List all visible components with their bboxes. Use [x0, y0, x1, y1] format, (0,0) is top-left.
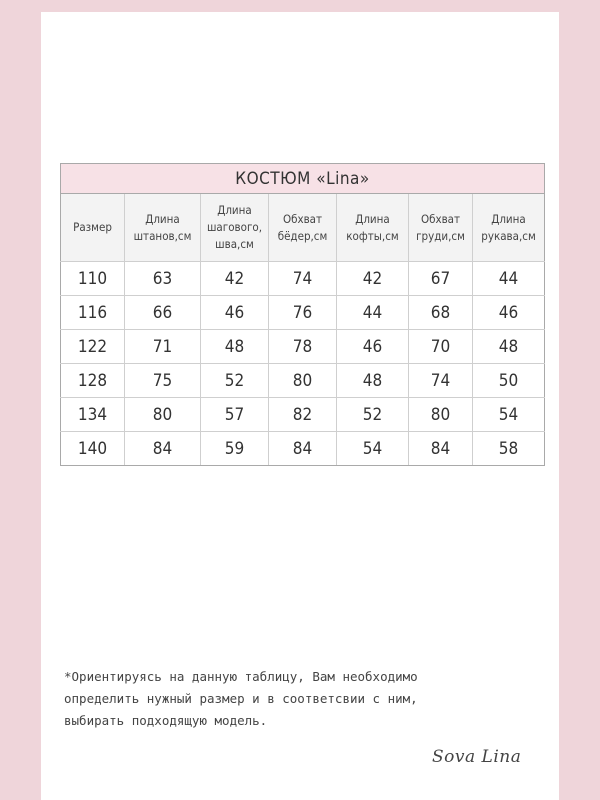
measure-cell: 75	[125, 364, 201, 398]
size-cell: 110	[61, 262, 125, 296]
measure-cell: 58	[473, 432, 545, 466]
header-line: шагового,	[206, 220, 263, 234]
measure-cell: 70	[409, 330, 473, 364]
header-line: бёдер,см	[277, 228, 328, 243]
measure-cell: 66	[125, 296, 201, 330]
table-row	[61, 262, 545, 296]
measure-cell: 48	[337, 364, 409, 398]
header-line: шва,см	[215, 237, 254, 251]
header-line: штанов,см	[133, 228, 192, 243]
table-title: КОСТЮМ «Lina»	[61, 164, 545, 194]
measure-cell: 68	[409, 296, 473, 330]
header-size	[61, 194, 125, 262]
measure-cell: 54	[473, 398, 545, 432]
measure-cell: 44	[337, 296, 409, 330]
header-line: Размер	[73, 220, 112, 234]
brand-logo: Sova Lina	[432, 747, 522, 767]
size-chart-table	[60, 163, 545, 466]
measure-cell: 74	[269, 262, 337, 296]
size-cell: 128	[61, 364, 125, 398]
table-row	[61, 432, 545, 466]
size-note	[64, 666, 534, 732]
table-title-row	[61, 164, 545, 194]
measure-cell: 44	[473, 262, 545, 296]
measure-cell: 67	[409, 262, 473, 296]
measure-cell: 42	[201, 262, 269, 296]
measure-cell: 46	[337, 330, 409, 364]
measure-cell: 59	[201, 432, 269, 466]
header-line: Длина	[217, 203, 252, 217]
header-pants-length	[125, 194, 201, 262]
note-line: определить нужный размер и в соответсвии с ним,	[64, 691, 418, 706]
measure-cell: 48	[473, 330, 545, 364]
table-row	[61, 398, 545, 432]
header-sleeve-length	[473, 194, 545, 262]
header-line: Обхват	[420, 211, 461, 226]
measure-cell: 57	[201, 398, 269, 432]
header-line: рукава,см	[481, 228, 536, 243]
measure-cell: 42	[337, 262, 409, 296]
measure-cell: 50	[473, 364, 545, 398]
measure-cell: 46	[201, 296, 269, 330]
measure-cell: 80	[269, 364, 337, 398]
header-line: Длина	[491, 211, 526, 226]
header-line: груди,см	[416, 228, 465, 243]
header-line: Длина	[145, 211, 180, 226]
table-row	[61, 330, 545, 364]
note-line: *Ориентируясь на данную таблицу, Вам необходимо	[64, 669, 418, 684]
measure-cell: 84	[269, 432, 337, 466]
measure-cell: 52	[201, 364, 269, 398]
measure-cell: 52	[337, 398, 409, 432]
measure-cell: 48	[201, 330, 269, 364]
measure-cell: 80	[409, 398, 473, 432]
table-header-row	[61, 194, 545, 262]
measure-cell: 84	[409, 432, 473, 466]
header-inseam-length	[201, 194, 269, 262]
measure-cell: 80	[125, 398, 201, 432]
measure-cell: 84	[125, 432, 201, 466]
size-cell: 140	[61, 432, 125, 466]
header-top-length	[337, 194, 409, 262]
size-cell: 116	[61, 296, 125, 330]
header-hip-girth	[269, 194, 337, 262]
size-cell: 122	[61, 330, 125, 364]
measure-cell: 74	[409, 364, 473, 398]
measure-cell: 76	[269, 296, 337, 330]
header-chest-girth	[409, 194, 473, 262]
table-row	[61, 296, 545, 330]
size-cell: 134	[61, 398, 125, 432]
measure-cell: 82	[269, 398, 337, 432]
header-line: кофты,см	[346, 228, 399, 243]
note-line: выбирать подходящую модель.	[64, 713, 268, 728]
header-line: Обхват	[282, 211, 323, 226]
table-row	[61, 364, 545, 398]
measure-cell: 46	[473, 296, 545, 330]
header-line: Длина	[355, 211, 390, 226]
measure-cell: 71	[125, 330, 201, 364]
measure-cell: 54	[337, 432, 409, 466]
measure-cell: 63	[125, 262, 201, 296]
measure-cell: 78	[269, 330, 337, 364]
